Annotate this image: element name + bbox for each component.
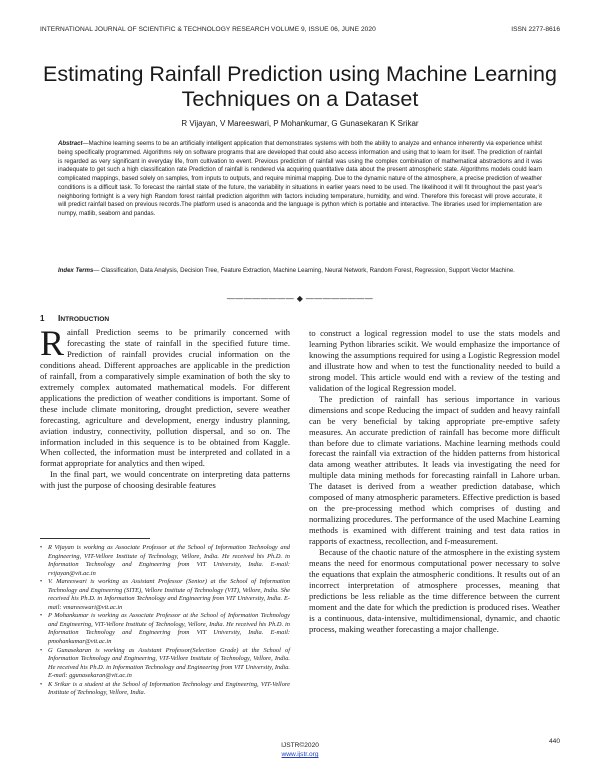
body-paragraph: The prediction of rainfall has serious importance in various dimensions and scope Reducing the impact of sudden and heavy rainfall can be very beneficial by taking appropriate pre-emptive safety measures. An accurate prediction of rainfall has become more difficult than before due to climate variations. Machine learning methods could forecast the rainfall via extraction of the hidden patterns from historical data among weather attributes. It leads via investigating the need for multiple data mining methods for forecasting rainfall in Lahore urban. The dataset is derived from a weather prediction database, which composed of many atmospheric parameters. Effective prediction is based on the pre-processing method which comprises of dusting and normalizing procedures. The performance of the used Machine Learning methods is examined with different training and test data ratios in rapports of exactness, recollection, and f-measurement.: [309, 393, 560, 547]
index-terms-label: Index Terms: [58, 268, 94, 274]
intro-paragraph-2: In the final part, we would concentrate on interpreting data patterns with just the purpose of choosing desirable features: [40, 469, 290, 491]
issn: ISSN 2277-8616: [511, 26, 560, 33]
footnote-item: [40, 578, 290, 612]
footnote-item: [40, 544, 290, 578]
footnote-text: G Gunasekaran is working as Assistant Professor(Selection Grade) at the School of Information Technology and Engineering, VIT-Vellore Institute of Technology, Vellore, India. He received his Ph.D. in Information Technology and Engineering from VIT University, India. E-mail: ggunasekaran@vit.ac.in: [48, 646, 290, 680]
footnote-item: [40, 612, 290, 646]
paper-title: Estimating Rainfall Prediction using Machine Learning Techniques on a Dataset: [43, 62, 557, 111]
page-footer: [0, 741, 600, 759]
section-number: 1: [40, 314, 45, 323]
footnote-rule: [40, 538, 150, 539]
journal-header: INTERNATIONAL JOURNAL OF SCIENTIFIC & TECHNOLOGY RESEARCH VOLUME 9, ISSUE 06, JUNE 2020: [40, 26, 376, 33]
abstract-text: —Machine learning seems to be an artificially intelligent application that demonstrates systems with both the ability to analyze and enhance inherently via experience whilst being specifically programmed. Algorithms rely on software programs that are developed that could also access information and using that to learn for itself. The prediction of rainfall is regarded as very significant in everyday life, from cultivation to event. Previous prediction of rainfall was using the complex combination of mathematical abstractions and it was inadequate to get such a high classification rate Prediction of rainfall is rendered via acquiring quantitative data about the present atmospheric state. Algorithms models could learn complicated mappings, based solely on samples, from inputs to outputs, and require minimal mapping. Due to the dynamic nature of the atmosphere, a precise prediction of weather conditions is a difficult task. To forecast the rainfall state of the future, the variability in situations in earlier years need to be used. The likelihood it will fit throughout the past year's neighboring fortnight is a very high Random forest rainfall prediction algorithm with factors including temperature, humidity, and wind. Therefore this forecast will prove accurate, it will predict rainfall based on previous records.The platform used is anaconda and the language is python which is portable and interactive. The libraries used for implementation are numpy, matlib, seaborn and pandas.: [58, 141, 542, 217]
footnote-text: K Srikar is a student at the School of Information Technology and Engineering, VIT-Vellore Institute of Technology, Vellore, India.: [48, 680, 290, 697]
footnote-item: [40, 647, 290, 681]
abstract: [58, 140, 542, 219]
right-column: [309, 328, 560, 635]
journal-url-link[interactable]: www.ijstr.org: [281, 751, 319, 758]
intro-paragraph-1-text: ainfall Prediction seems to be primarily concerned with forecasting the state of rainfall in the specified future time. Prediction of rainfall provides crucial information on the conditions ahead. Different approaches are applicable in the prediction of rainfall, from a comparatively simple examination of both the sky to extremely complex automated mathematical models. For different applications the prediction of weather conditions is important. Some of these include climate monitoring, drought prediction, severe weather forecasting, agriculture and development, energy industry planning, aviation industry, connectivity, pollution dispersal, and so on. The information included in this sequence is to be obtained from Kaggle. When collected, the information must be interpreted and collated in a format appropriate for analytics and then wiped.: [40, 327, 290, 469]
section-divider: ———————— ◆ ————————: [226, 294, 374, 303]
bullet-icon: •: [40, 681, 43, 688]
abstract-label: Abstract: [58, 141, 83, 147]
footnote-text: R Vijayan is working as Associate Professor at the School of Information Technology and Engineering, VIT-Vellore Institute of Technology, Vellore, India. He received his Ph.D. in Information Technology and Engineering from VIT University, India. E-mail: rvijayan@vit.ac.in: [48, 544, 290, 577]
section-heading: [40, 313, 290, 324]
footnote-text: P Mohankumar is working as Associate Professor at the School of Information Technology and Engineering, VIT-Vellore Institute of Technology, Vellore, India. He received his Ph.D. in Information Technology and Engineering from VIT University, India. E-mail: pmohankumar@vit.ac.in: [48, 612, 290, 646]
index-terms: [58, 267, 542, 276]
intro-paragraph-1: [40, 323, 290, 469]
section-title-initial: I: [58, 313, 61, 323]
footnote-text: V. Mareeswari is working as Assistant Professor (Senior) at the School of Information Technology and Engineering (SITE), Vellore Institute of Technology (VIT), Vellore, India. She received his Ph.D. in Information Technology and Engineering from VIT University, India. E-mail: vmareeswari@vit.ac.in: [48, 578, 290, 611]
bullet-icon: •: [40, 613, 43, 620]
section-title-rest: NTRODUCTION: [60, 316, 110, 323]
bullet-icon: •: [40, 647, 43, 654]
drop-cap: R: [40, 323, 65, 363]
body-paragraph: to construct a logical regression model to use the stats models and learning Python libraries scikit. We would emphasize the importance of knowing the assumptions required for using a Logistic Regression model and illustrate how and when to test the functionality needed to build a strong model. This article would end with a review of the testing and validation of the logical Regression model.: [309, 328, 560, 393]
page-number: 440: [548, 738, 560, 745]
body-paragraph: Because of the chaotic nature of the atmosphere in the existing system means the need for enormous computational power necessary to solve the equations that explain the atmospheric conditions. It results out of an incorrect interpretation of atmosphere processes, meaning that predictions be less reliable as the time difference between the current moment and the date for which the prediction is produced rises. Weather is a continuous, data-intensive, multidimensional, dynamic, and chaotic process, making weather forecasting a major challenge.: [309, 547, 560, 634]
left-column: [40, 313, 290, 491]
copyright: IJSTR©2020: [281, 742, 319, 749]
bullet-icon: •: [40, 579, 43, 586]
footnote-item: [40, 681, 290, 698]
bullet-icon: •: [40, 545, 43, 551]
author-footnotes: [40, 544, 290, 698]
author-list: R Vijayan, V Mareeswari, P Mohankumar, G Gunasekaran K Srikar: [181, 119, 419, 128]
index-terms-text: — Classification, Data Analysis, Decision Tree, Feature Extraction, Machine Learning, Neural Network, Random Forest, Regression, Support Vector Machine.: [93, 268, 515, 274]
running-header: [40, 26, 560, 36]
